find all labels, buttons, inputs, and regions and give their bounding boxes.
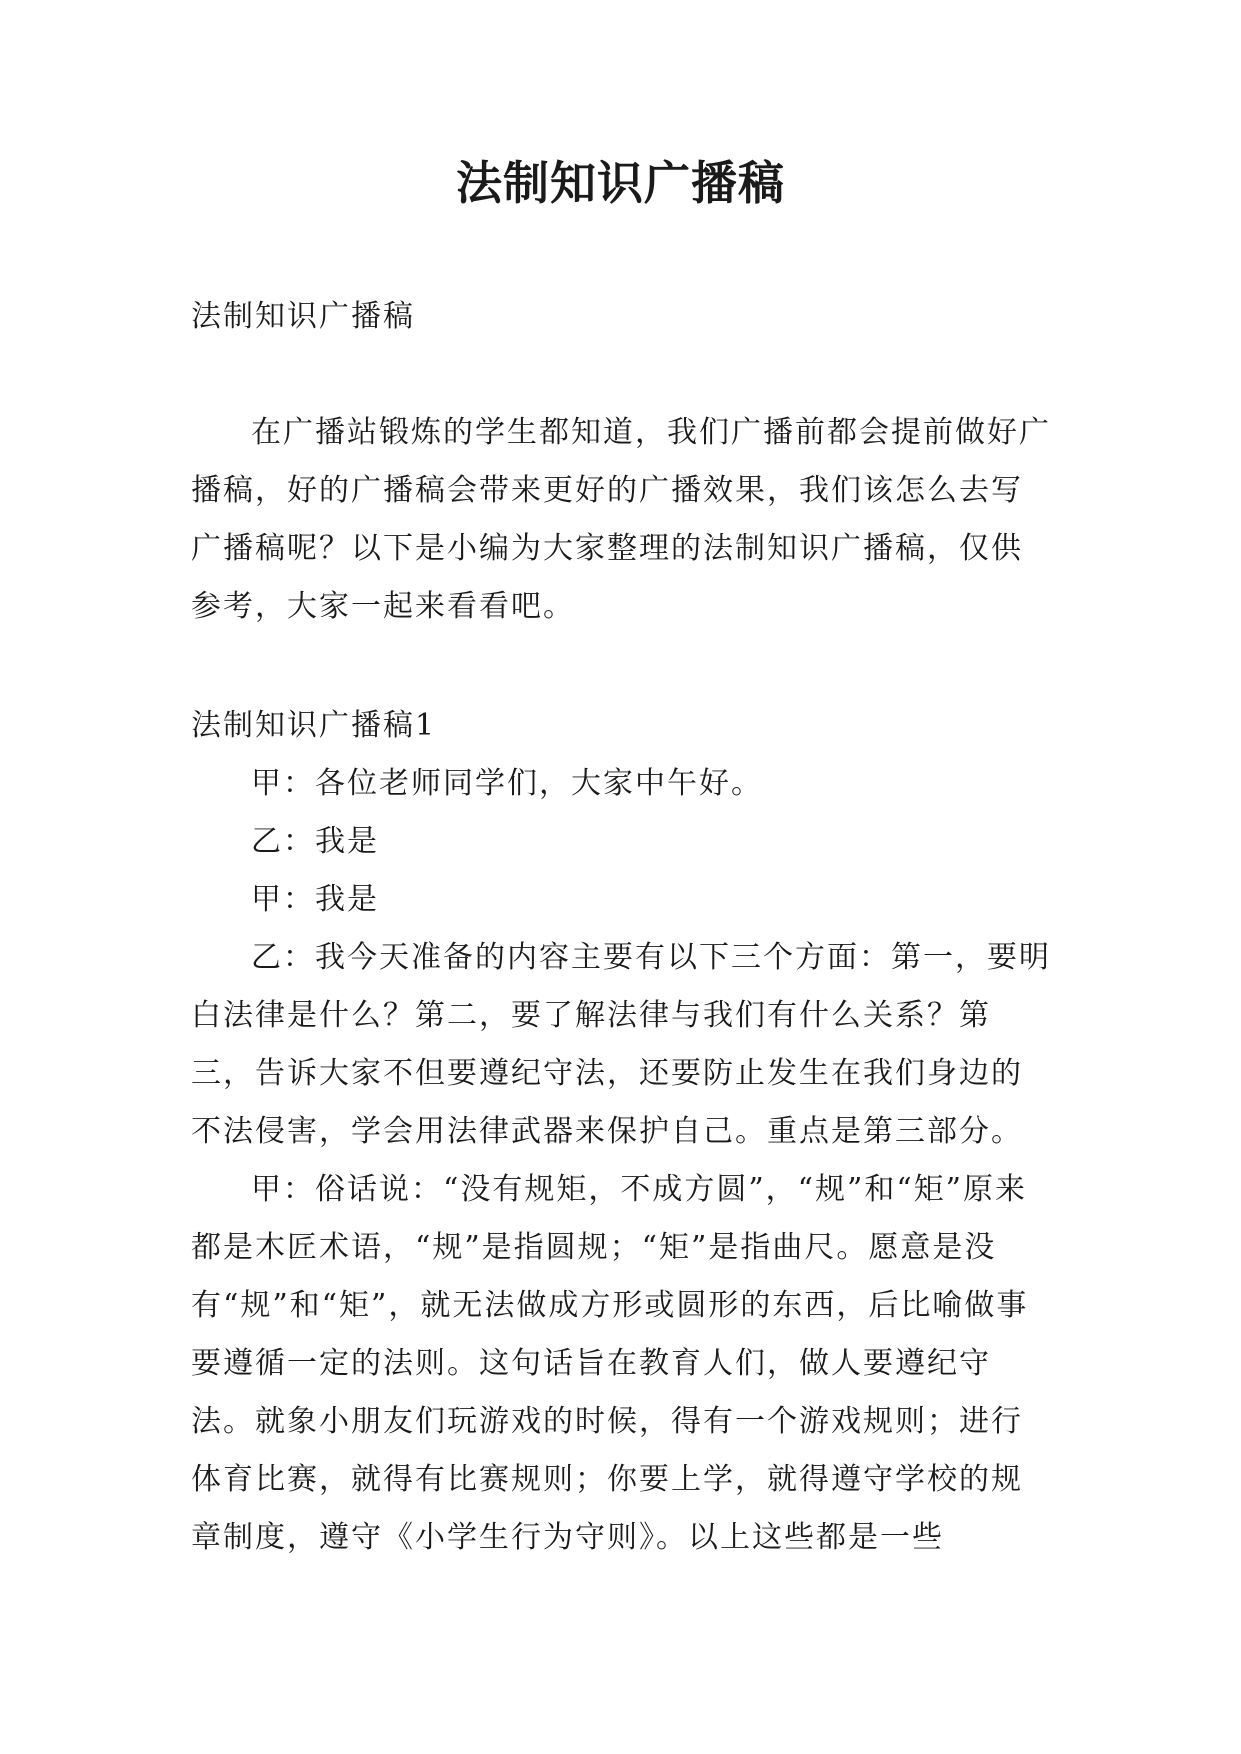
intro-paragraph-block [191, 404, 1053, 636]
document-subtitle [191, 288, 1053, 346]
section-heading: 法制知识广播稿1 [191, 708, 437, 743]
subtitle-text: 法制知识广播稿 [191, 299, 415, 334]
dialogue-line: 甲：我是 [251, 882, 379, 917]
intro-paragraph: 在广播站锻炼的学生都知道，我们广播前都会提前做好广播稿，好的广播稿会带来更好的广播效果，我们该怎么去写广播稿呢？以下是小编为大家整理的法制知识广播稿，仅供参考，大家一起来看看吧。 [191, 415, 1051, 624]
dialogue-line: 甲：各位老师同学们，大家中午好。 [251, 766, 763, 801]
dialogue-line: 甲：俗话说：“没有规矩，不成方圆”，“规”和“矩”原来都是木匠术语，“规”是指圆规；“矩”是指曲尺。愿意是没有“规”和“矩”，就无法做成方形或圆形的东西，后比喻做事要遵循一定的法则。这句话旨在教育人们，做人要遵纪守法。就象小朋友们玩游戏的时候，得有一个游戏规则；进行体育比赛，就得有比赛规则；你要上学，就得遵守学校的规章制度，遵守《小学生行为守则》。以上这些都是一些 [191, 1172, 1029, 1555]
dialogue-line: 乙：我今天准备的内容主要有以下三个方面：第一，要明白法律是什么？第二，要了解法律与我们有什么关系？第三，告诉大家不但要遵纪守法，还要防止发生在我们身边的不法侵害，学会用法律武器来保护自己。重点是第三部分。 [191, 940, 1051, 1149]
section-block [191, 697, 1053, 1567]
document-title: 法制知识广播稿 [456, 156, 785, 210]
dialogue-line: 乙：我是 [251, 824, 379, 859]
